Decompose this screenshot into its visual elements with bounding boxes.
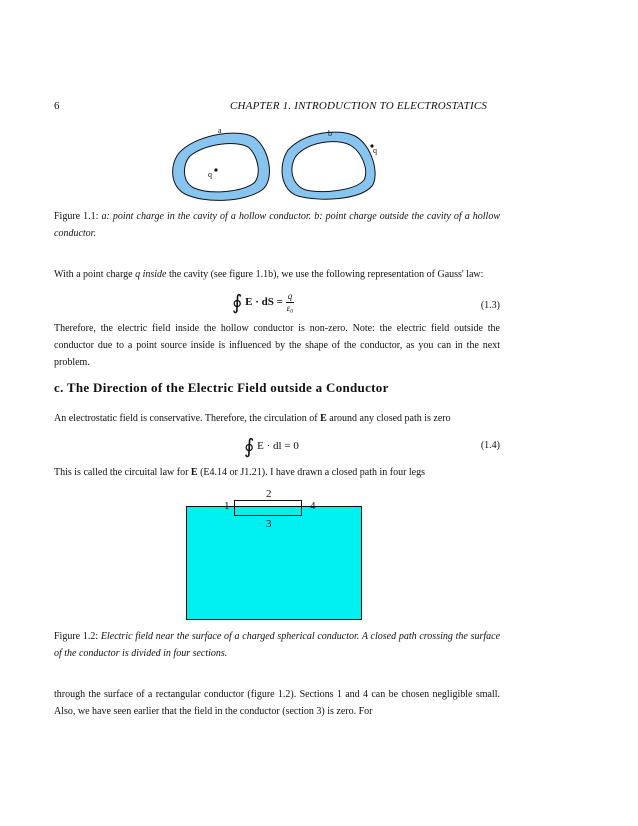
path-label-3: 3 (266, 518, 272, 530)
closed-integral-symbol: ∮ (232, 292, 243, 314)
caption-label: Figure 1.1: (54, 211, 99, 222)
figure-1-2-caption (54, 628, 500, 662)
chapter-title: CHAPTER 1. INTRODUCTION TO ELECTROSTATICS (230, 100, 488, 112)
fraction (286, 291, 295, 314)
equation-number: (1.3) (480, 300, 500, 311)
path-label-1: 1 (224, 500, 230, 512)
figure-1-1-caption (54, 208, 500, 242)
equation-lhs: E · dl = 0 (257, 440, 299, 453)
closed-integral-symbol: ∮ (244, 436, 255, 458)
point-charge-inside (214, 168, 217, 171)
symbol-e: E (320, 413, 327, 424)
numerator: q (287, 291, 293, 301)
figure-label-b: b (328, 129, 332, 138)
rectangular-conductor (186, 506, 362, 620)
caption-label: Figure 1.2: (54, 631, 99, 642)
symbol-e: E (190, 467, 198, 478)
path-label-2: 2 (266, 488, 272, 500)
figure-label-a: a (218, 126, 222, 135)
caption-text: Electric field near the surface of a charged spherical conductor. A closed path crossing the surface of the conductor is divided in four sections. (54, 631, 501, 659)
equation-number: (1.4) (480, 440, 500, 451)
text: the cavity (see figure 1.1b), we use the following representation of Gauss' law: (166, 269, 484, 280)
paragraph-conservative (54, 410, 500, 427)
page-number: 6 (54, 100, 60, 112)
text: This is called the circuital law for (54, 467, 191, 478)
text: With a point charge (54, 269, 136, 280)
equation-1-3 (232, 290, 294, 315)
paragraph-circuital-law (54, 464, 500, 481)
path-label-4: 4 (310, 500, 316, 512)
text: An electrostatic field is conservative. Therefore, the circulation of (54, 413, 321, 424)
paragraph-rectangular-conductor: through the surface of a rectangular conductor (figure 1.2). Sections 1 and 4 can be chosen negligible small. Also, we have seen earlier that the field in the conductor (section 3) is zero. For (54, 689, 500, 717)
closed-path-rectangle (234, 500, 302, 516)
charge-label-outside: q (373, 146, 377, 155)
paragraph-gauss-intro (54, 266, 500, 283)
section-heading: c. The Direction of the Electric Field outside a Conductor (54, 380, 389, 395)
charge-label-inside: q (208, 170, 212, 179)
denominator: ε₀ (286, 303, 294, 313)
equation-1-4 (244, 434, 299, 459)
paragraph-field-inside: Therefore, the electric field inside the hollow conductor is non-zero. Note: the electric field outside the conductor due to a point source inside is influenced by the shape of the conductor, as you can in the next problem. (54, 323, 500, 368)
equation-lhs: E · dS = (245, 296, 283, 309)
text: around any closed path is zero (326, 413, 451, 424)
symbol-q: q (135, 269, 141, 280)
figure-1-1 (160, 120, 400, 210)
emphasis-inside: inside (142, 269, 167, 280)
text: (E4.14 or J1.21). I have drawn a closed path in four legs (197, 467, 426, 478)
caption-text: a: point charge in the cavity of a hollow conductor. b: point charge outside the cavity of a hollow conductor. (54, 211, 500, 239)
